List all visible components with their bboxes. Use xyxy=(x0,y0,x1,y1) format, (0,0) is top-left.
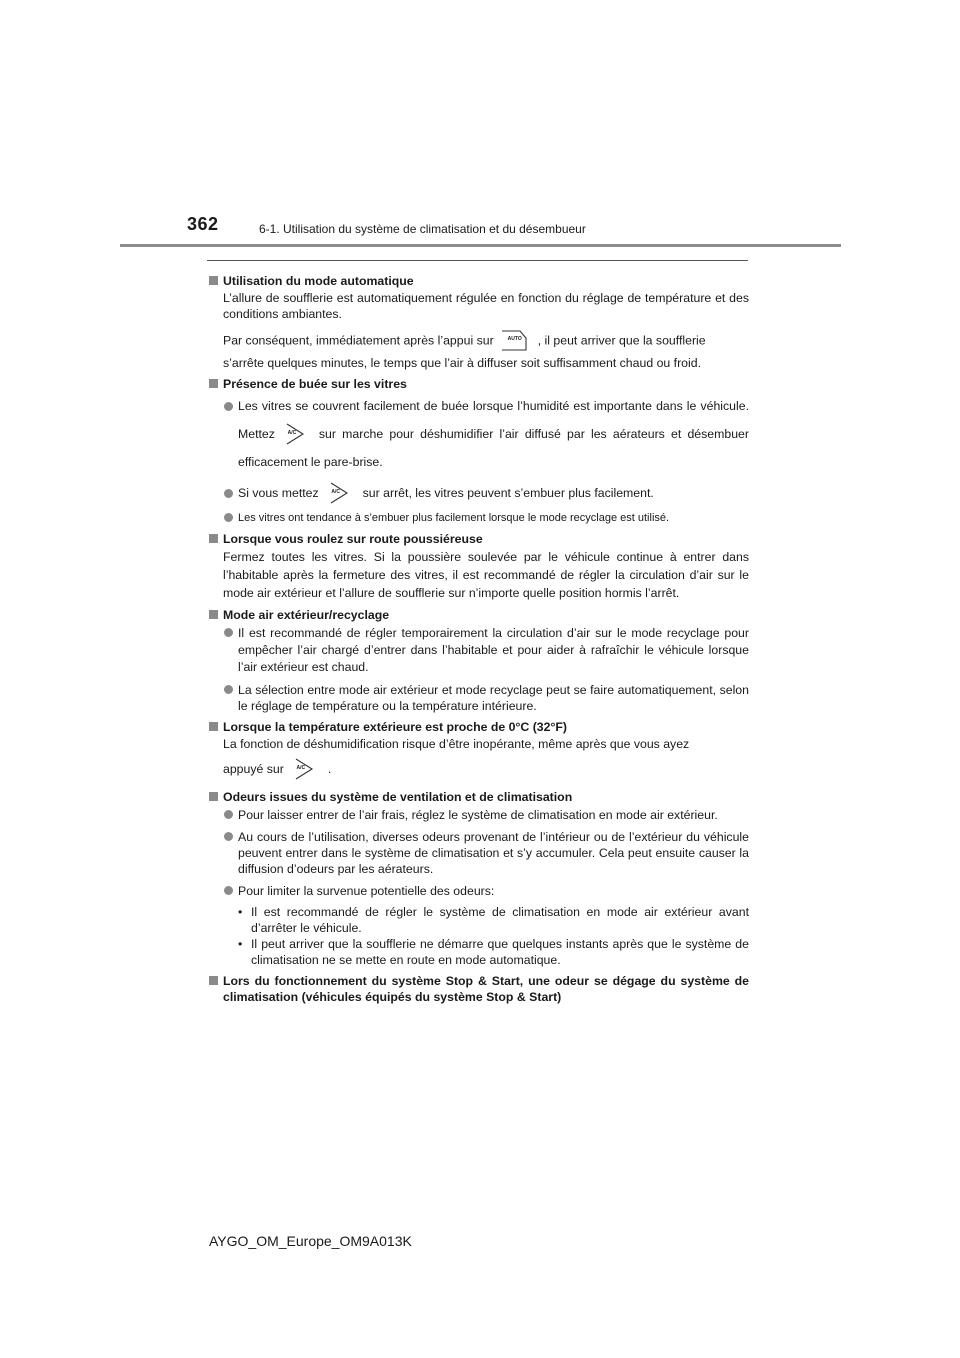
bullet-item: La sélection entre mode air extérieur et mode recyclage peut se faire automatiquement, selon le réglage de température ou la température intérieure. xyxy=(209,682,749,714)
circle-bullet-icon xyxy=(224,685,233,694)
bullet-item: Les vitres ont tendance à s’embuer plus facilement lorsque le mode recyclage est utilisé. xyxy=(209,510,749,526)
sub-bullet-marker: • xyxy=(238,905,243,919)
section-title: Mode air extérieur/recyclage xyxy=(223,608,390,622)
circle-bullet-icon xyxy=(224,513,233,522)
bullet-item: Si vous mettez A/C sur arrêt, les vitres peuvent s’embuer plus facilement. xyxy=(209,478,749,508)
sub-bullet-marker: • xyxy=(238,937,243,951)
bullet-item: Il est recommandé de régler temporairement la circulation d’air sur le mode recyclage pour empêcher l’air chargé d’entrer dans l’habitable et pour aider à rafraîchir le véhicule lorsque l’air extérieur est chaud. xyxy=(209,625,749,676)
square-bullet-icon xyxy=(209,276,218,285)
section-stop-start-odour xyxy=(209,973,749,1005)
paragraph: La fonction de déshumidification risque d’être inopérante, même après que vous ayez xyxy=(223,737,690,751)
footer-doc-id: AYGO_OM_Europe_OM9A013K xyxy=(209,1233,412,1249)
section-title: Lors du fonctionnement du système Stop & Start, une odeur se dégage du système de climatisation (véhicules équipés du système Stop & Start) xyxy=(223,974,749,1004)
page-content xyxy=(209,268,749,1005)
section-title: Utilisation du mode automatique xyxy=(223,274,414,288)
section-title: Odeurs issues du système de ventilation et de climatisation xyxy=(223,790,573,804)
circle-bullet-icon xyxy=(224,628,233,637)
section-fogged-windows xyxy=(209,376,749,526)
section-title: Lorsque la température extérieure est proche de 0°C (32°F) xyxy=(223,720,568,734)
square-bullet-icon xyxy=(209,379,218,388)
paragraph-with-key: Par conséquent, immédiatement après l’appui sur AUTO , il peut arriver que la soufflerie xyxy=(209,330,749,352)
circle-bullet-icon xyxy=(224,832,233,841)
section-dusty-road xyxy=(209,531,749,602)
circle-bullet-icon xyxy=(224,489,233,498)
square-bullet-icon xyxy=(209,534,218,543)
bullet-item: Pour laisser entrer de l’air frais, réglez le système de climatisation en mode air extérieur. xyxy=(209,807,749,823)
header-rule xyxy=(120,244,841,247)
circle-bullet-icon xyxy=(224,402,233,411)
bullet-item: Les vitres se couvrent facilement de buée lorsque l’humidité est importante dans le véhicule. Mettez A/C sur marche pour déshumidifier l’air diffusé par les aérateurs et désembuer efficacement le pare-brise. xyxy=(209,392,749,476)
bullet-item: Au cours de l’utilisation, diverses odeurs provenant de l’intérieur ou de l’extérieur du véhicule peuvent entrer dans le système de climatisation et s’y accumuler. Cela peut ensuite causer la diffusion d’odeurs par les aérateurs. xyxy=(209,829,749,877)
square-bullet-icon xyxy=(209,722,218,731)
paragraph: L’allure de soufflerie est automatiquement régulée en fonction du réglage de température et des conditions ambiantes. xyxy=(223,291,749,321)
square-bullet-icon xyxy=(209,792,218,801)
sub-bullet-item: • Il peut arriver que la soufflerie ne démarre que quelques instants après que le système de climatisation ne se mette en route en mode automatique. xyxy=(238,937,749,967)
ac-button-icon: A/C xyxy=(325,482,357,504)
section-odours xyxy=(209,789,749,968)
square-bullet-icon xyxy=(209,976,218,985)
paragraph: s’arrête quelques minutes, le temps que l’air à diffuser soit suffisamment chaud ou froid. xyxy=(223,356,702,370)
paragraph-with-key: appuyé sur A/C . xyxy=(209,754,749,784)
circle-bullet-icon xyxy=(224,886,233,895)
ac-button-icon: A/C xyxy=(281,423,313,445)
section-outside-temperature xyxy=(209,719,749,784)
paragraph: Fermez toutes les vitres. Si la poussière soulevée par le véhicule continue à entrer dans l’habitable après la fermeture des vitres, il est recommandé de régler la circulation d’air sur le mode air extérieur et l’allure de soufflerie sur n’importe quelle position hormis l’arrêt. xyxy=(223,550,749,600)
bullet-item: Pour limiter la survenue potentielle des odeurs: xyxy=(209,883,749,899)
section-title: Présence de buée sur les vitres xyxy=(223,377,407,391)
square-bullet-icon xyxy=(209,610,218,619)
sub-bullet-item: • Il est recommandé de régler le système de climatisation en mode air extérieur avant d’arrêter le véhicule. xyxy=(238,905,749,935)
header-title: 6-1. Utilisation du système de climatisation et du désembueur xyxy=(259,222,586,236)
auto-button-icon: AUTO xyxy=(500,329,532,351)
ac-button-icon: A/C xyxy=(290,758,322,780)
section-auto-mode xyxy=(209,273,749,371)
section-outside-recirculation xyxy=(209,607,749,714)
circle-bullet-icon xyxy=(224,810,233,819)
section-title: Lorsque vous roulez sur route poussiéreuse xyxy=(223,532,483,546)
page-number: 362 xyxy=(187,214,219,234)
section-rule xyxy=(207,260,748,261)
